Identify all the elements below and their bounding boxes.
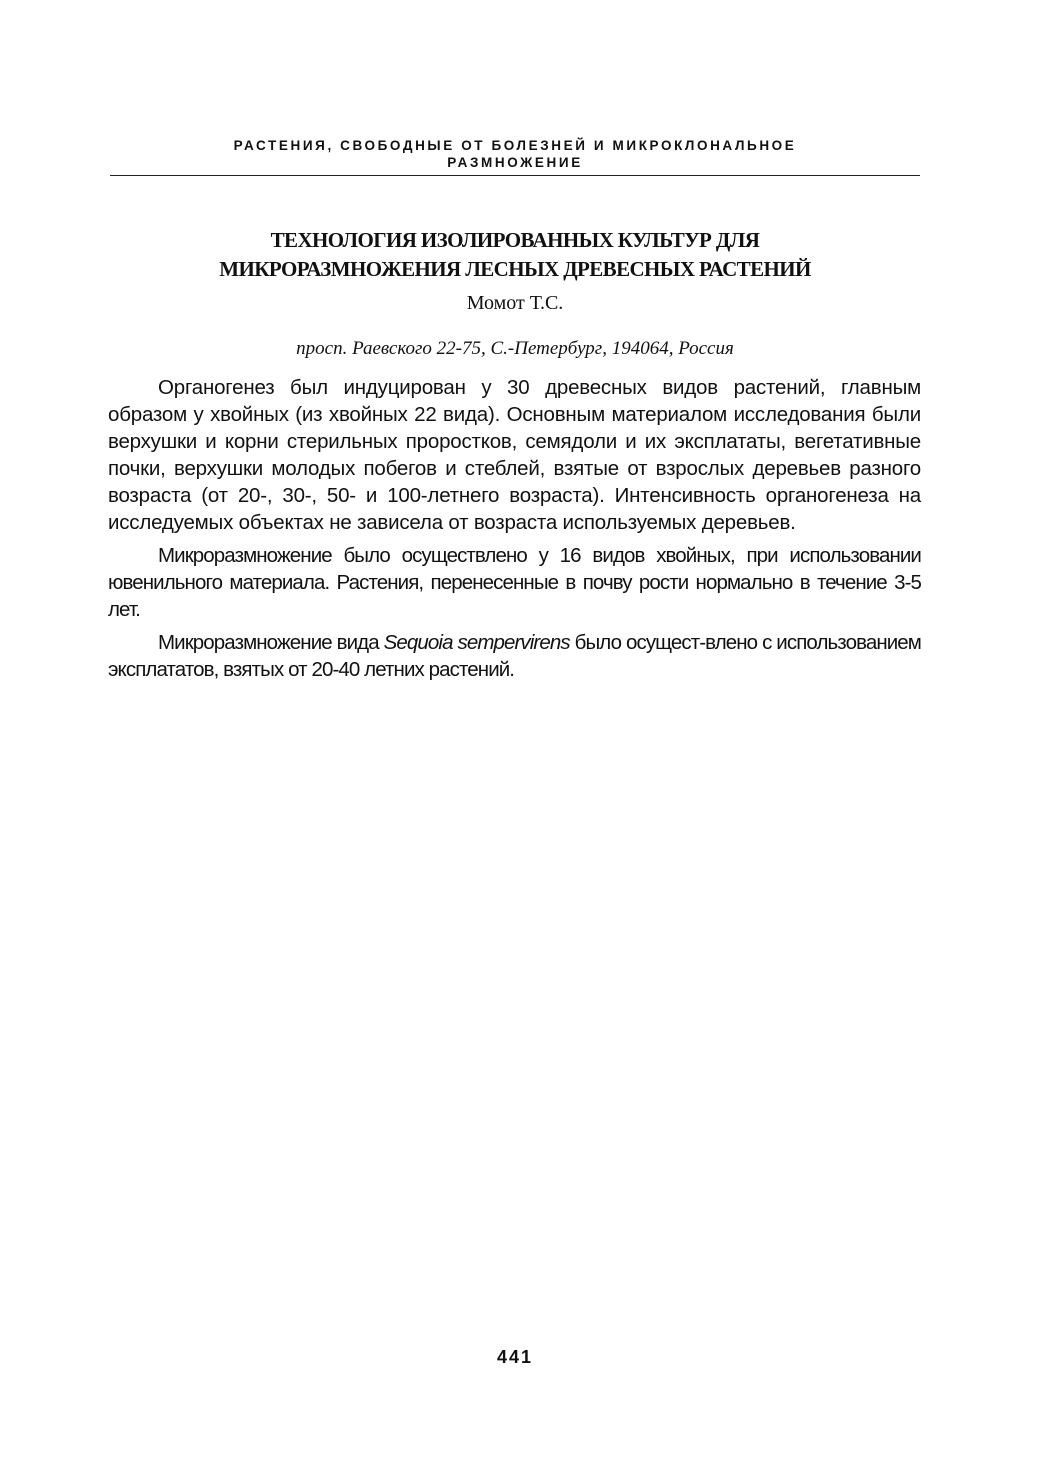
article-title-line2: МИКРОРАЗМНОЖЕНИЯ ЛЕСНЫХ ДРЕВЕСНЫХ РАСТЕНИЙ (219, 257, 811, 281)
header-rule (110, 175, 920, 176)
article-title-line1: ТЕХНОЛОГИЯ ИЗОЛИРОВАННЫХ КУЛЬТУР ДЛЯ (270, 228, 760, 252)
running-header-line1: РАСТЕНИЯ, СВОБОДНЫЕ ОТ БОЛЕЗНЕЙ И МИКРОКЛОНАЛЬНОЕ (233, 138, 797, 153)
article-title (110, 226, 920, 284)
species-name: Sequoia sempervirens (383, 631, 570, 654)
body-paragraph-3 (108, 629, 921, 683)
paragraph3-text-after: было осущест-влено с использованием эксплататов, взятых от 20-40 летних растений. (108, 631, 921, 681)
page-number: 441 (496, 1347, 534, 1367)
article-author: Момот Т.С. (466, 292, 564, 314)
author-affiliation: просп. Раевского 22-75, С.-Петербург, 194064, Россия (296, 338, 734, 359)
paragraph3-text-before: Микроразмножение вида (158, 631, 384, 654)
body-paragraph-1: Органогенез был индуцирован у 30 древесных видов растений, главным образом у хвойных (из хвойных 22 вида). Основным материалом исследования были верхушки и корни стерильных проростков, семядоли и их эксплататы, вегетативные почки, верхушки молодых побегов и стеблей, взятые от взрослых деревьев разного возраста (от 20-, 30-, 50- и 100-летнего возраста). Интенсивность органогенеза на исследуемых объектах не зависела от возраста используемых деревьев. (108, 376, 921, 534)
article-body (108, 374, 921, 689)
running-header (110, 137, 920, 171)
body-paragraph-2: Микроразмножение было осуществлено у 16 видов хвойных, при использовании ювенильного материала. Растения, перенесенные в почву рости нормально в течение 3-5 лет. (108, 544, 921, 621)
running-header-line2: РАЗМНОЖЕНИЕ (447, 155, 583, 170)
